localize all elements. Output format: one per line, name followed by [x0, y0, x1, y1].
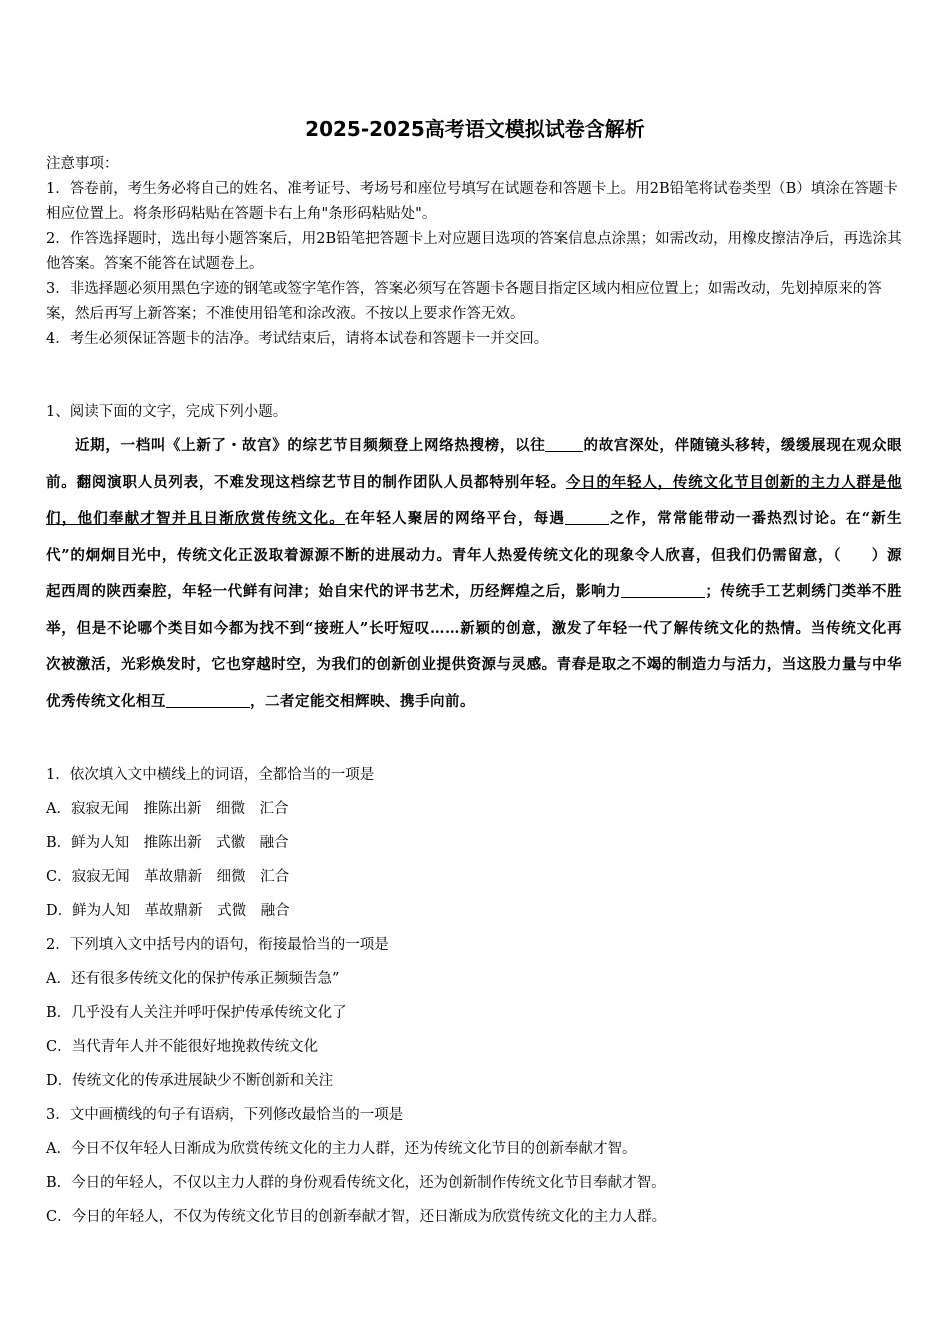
option-1a: A．寂寂无闻 推陈出新 细微 汇合 [46, 801, 289, 817]
sub-question-1-stem: 1．依次填入文中横线上的词语，全都恰当的一项是 [46, 767, 375, 783]
notice-heading-text: 注意事项： [46, 156, 119, 172]
option-1d: D．鲜为人知 革故鼎新 式微 融合 [46, 903, 290, 919]
blank-3 [621, 583, 705, 599]
option-3a: A．今日不仅年轻人日渐成为欣赏传统文化的主力人群，还为传统文化节目的创新奉献才智。 [46, 1141, 637, 1157]
notice-item-1: 1．答卷前，考生务必将自己的姓名、准考证号、考场号和座位号填写在试题卷和答题卡上。用2B铅笔将试卷类型（B）填涂在答题卡相应位置上。将条形码粘贴在答题卡右上角"条形码粘贴处"。 [46, 181, 898, 222]
passage-part-1: 近期，一档叫《上新了・故宫》的综艺节目频频登上网络热搜榜，以往 [75, 437, 546, 454]
blank-4 [166, 692, 250, 708]
document-title: 2025-2025高考语文模拟试卷含解析 [305, 117, 645, 141]
blank-1 [545, 437, 583, 453]
question1-heading: 1、阅读下面的文字，完成下列小题。 [46, 404, 288, 420]
option-2b: B．几乎没有人关注并呼吁保护传承传统文化了 [46, 1005, 347, 1021]
underlined-sentence: 今日的年轻人，传统文化节目创新的主力人群是他们，他们奉献才智并且日渐欣赏传统文化。 [46, 473, 902, 527]
sub-questions [46, 765, 906, 1241]
option-2c: C．当代青年人并不能很好地挽救传统文化 [46, 1039, 319, 1055]
option-2a: A．还有很多传统文化的保护传承正频频告急” [46, 971, 340, 987]
notice-item-4: 4．考生必须保证答题卡的洁净。考试结束后，请将本试卷和答题卡一并交回。 [46, 331, 549, 347]
notice-item-3: 3．非选择题必须用黑色字迹的钢笔或签字笔作答，答案必须写在答题卡各题目指定区域内相应位置上；如需改动，先划掉原来的答案，然后再写上新答案；不准使用铅笔和涂改液。不按以上要求作答无效。 [46, 281, 882, 322]
passage-part-3: 在年轻人聚居的网络平台，每遇 [344, 510, 566, 527]
reading-passage [46, 428, 902, 720]
option-1b: B．鲜为人知 推陈出新 式徽 融合 [46, 835, 289, 851]
passage-part-4: 之作，常常能带动一番热烈讨论。在“新生代”的炯炯目光中，传统文化正汲取着源源不断的进展动力。青年人热爱传统文化的现象令人欣喜，但我们仍需留意，（ ）源起西周的陕西秦腔，年轻一代鲜有问津；始自宋代的评书艺术，历经辉煌之后，影响力 [46, 510, 903, 600]
passage-part-2: 的故宫深处，伴随镜头移转，缓缓展现在观众眼前。翻阅演职人员列表，不难发现这档综艺节目的制作团队人员都特别年轻。 [46, 437, 903, 491]
notice-heading [46, 152, 906, 177]
option-3b: B．今日的年轻人，不仅以主力人群的身份观看传统文化，还为创新制作传统文化节目奉献才智。 [46, 1175, 666, 1191]
passage-part-5: ；传统手工艺刺绣门类举不胜举，但是不论哪个类目如今都为找不到“接班人”长吁短叹……新颖的创意，激发了年轻一代了解传统文化的热情。当传统文化再次被激活，光彩焕发时，它也穿越时空，为我们的创新创业提供资源与灵感。青春是取之不竭的制造力与活力，当这股力量与中华优秀传统文化相互 [46, 583, 903, 710]
blank-2 [565, 510, 609, 526]
option-1c: C．寂寂无闻 革故鼎新 细微 汇合 [46, 869, 290, 885]
option-2d: D．传统文化的传承进展缺少不断创新和关注 [46, 1073, 334, 1089]
sub-question-3-stem: 3．文中画横线的句子有语病，下列修改最恰当的一项是 [46, 1107, 404, 1123]
notice-item-2: 2．作答选择题时，选出每小题答案后，用2B铅笔把答题卡上对应题目选项的答案信息点涂黑；如需改动，用橡皮擦洁净后，再选涂其他答案。答案不能答在试题卷上。 [46, 231, 902, 272]
passage-part-6: ，二者定能交相辉映、携手向前。 [250, 692, 475, 710]
option-3c: C．今日的年轻人，不仅为传统文化节目的创新奉献才智，还日渐成为欣赏传统文化的主力人群。 [46, 1209, 667, 1225]
sub-question-2-stem: 2．下列填入文中括号内的语句，衔接最恰当的一项是 [46, 937, 389, 953]
